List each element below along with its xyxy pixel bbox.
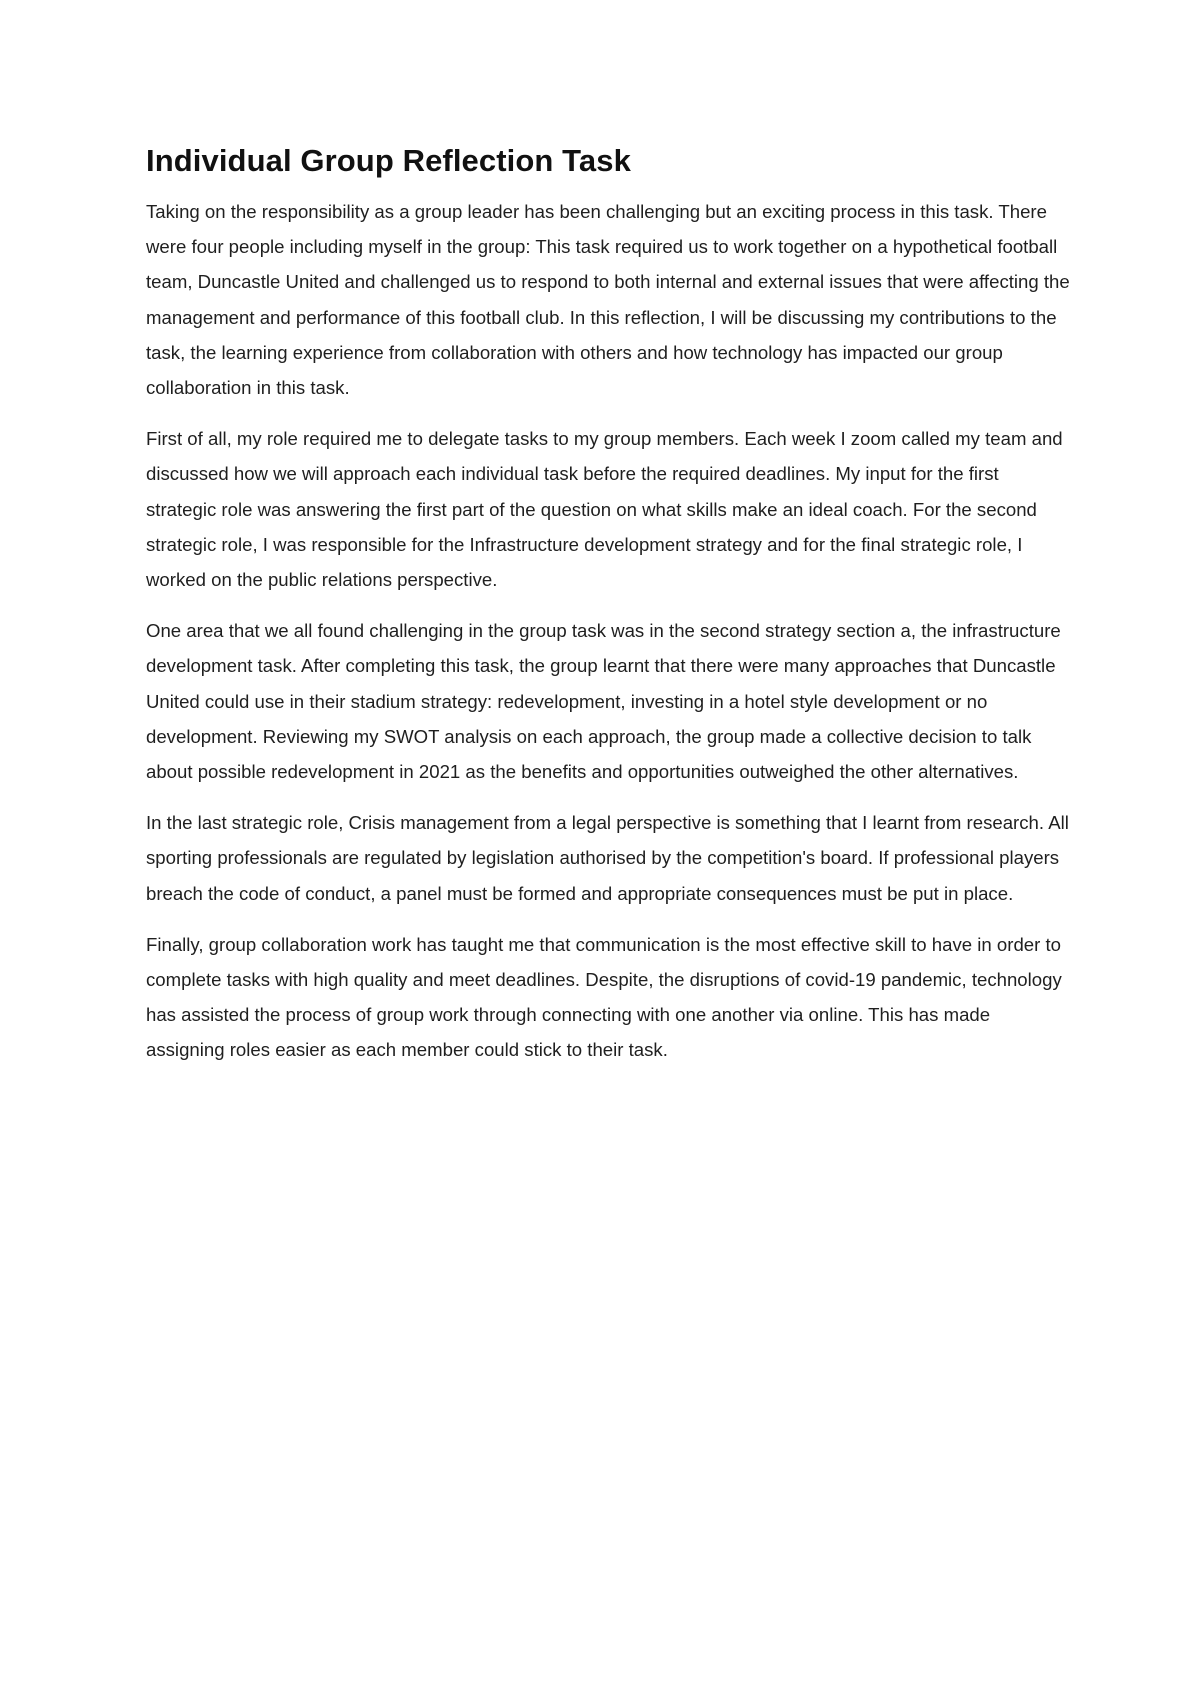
paragraph-crisis-management: In the last strategic role, Crisis management from a legal perspective is something that I learnt from research. All sporting professionals are regulated by legislation authorised by the competition's board. If professional players breach the code of conduct, a panel must be formed and appropriate consequences must be put in place.	[146, 812, 1069, 904]
document-title: Individual Group Reflection Task	[146, 143, 631, 178]
paragraph-introduction: Taking on the responsibility as a group leader has been challenging but an exciting process in this task. There were four people including myself in the group: This task required us to work together on a hypothetical football team, Duncastle United and challenged us to respond to both internal and external issues that were affecting the management and performance of this football club. In this reflection, I will be discussing my contributions to the task, the learning experience from collaboration with others and how technology has impacted our group collaboration in this task.	[146, 201, 1070, 399]
paragraph-infrastructure-challenge: One area that we all found challenging in the group task was in the second strategy section a, the infrastructure development task. After completing this task, the group learnt that there were many approaches that Duncastle United could use in their stadium strategy: redevelopment, investing in a hotel style development or no development. Reviewing my SWOT analysis on each approach, the group made a collective decision to talk about possible redevelopment in 2021 as the benefits and opportunities outweighed the other alternatives.	[146, 620, 1061, 783]
paragraph-conclusion: Finally, group collaboration work has taught me that communication is the most effective skill to have in order to complete tasks with high quality and meet deadlines. Despite, the disruptions of covid-19 pandemic, technology has assisted the process of group work through connecting with one another via online. This has made assigning roles easier as each member could stick to their task.	[146, 933, 1062, 1061]
paragraph-role-contributions: First of all, my role required me to delegate tasks to my group members. Each week I zoom called my team and discussed how we will approach each individual task before the required deadlines. My input for the first strategic role was answering the first part of the question on what skills make an ideal coach. For the second strategic role, I was responsible for the Infrastructure development strategy and for the final strategic role, I worked on the public relations perspective.	[146, 428, 1063, 591]
document-body	[146, 142, 1071, 1084]
